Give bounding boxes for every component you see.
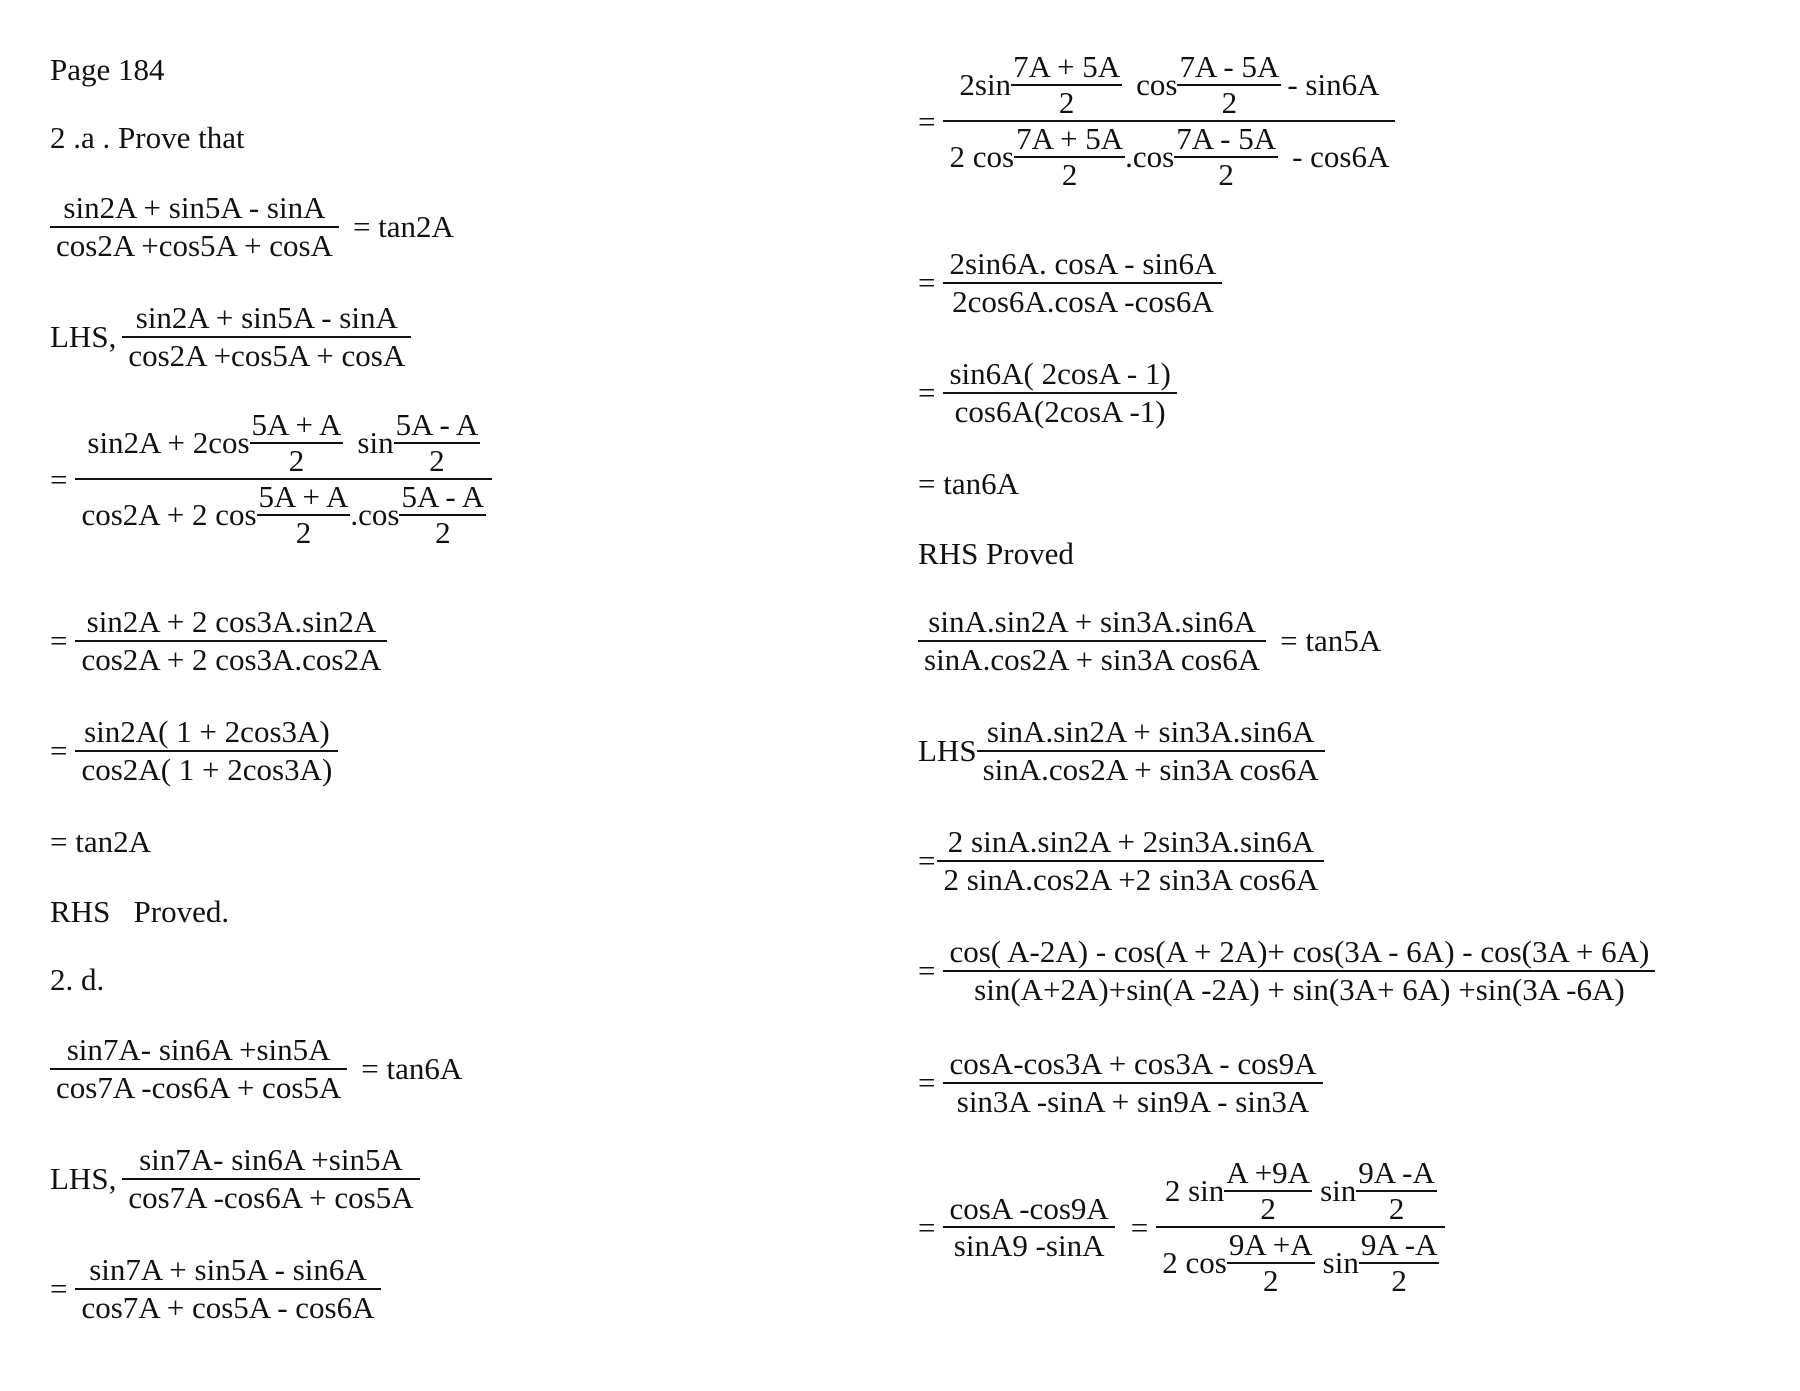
term: cos2A + 2 cos [81,497,257,533]
problem-next-step-3 [918,1046,1323,1119]
inner-numerator: 7A + 5A [1016,121,1124,157]
inner-numerator: 5A - A [401,479,485,515]
numerator: sin6A( 2cosA - 1) [949,356,1171,391]
fraction [943,934,1655,1007]
problem-d-step-3 [918,246,1222,319]
denominator: cos2A + 2 cos3A.cos2A [81,641,382,677]
numerator: cosA -cos9A [949,1190,1109,1226]
inner-numerator: 9A +A [1228,1227,1313,1263]
problem-d-statement [50,1032,462,1105]
problem-a-step-3 [50,714,338,787]
problem-next-step-2 [918,934,1655,1007]
fraction [943,1191,1114,1264]
fraction [943,356,1176,429]
term: sin [357,425,394,461]
numerator: cosA-cos3A + cos3A - cos9A [949,1046,1317,1081]
equals-sign: = [918,1065,936,1101]
term: 2 cos [1162,1245,1227,1281]
inner-numerator: 7A - 5A [1179,49,1280,84]
denominator [943,122,1395,192]
denominator: cos2A +cos5A + cosA [128,337,406,373]
numerator: sin7A + sin5A - sin6A [89,1252,367,1287]
denominator: sinA.cos2A + sin3A cos6A [982,751,1319,787]
term: - sin6A [1287,67,1380,103]
inner-denominator: 2 [288,443,305,479]
numerator [1159,1156,1443,1226]
denominator: 2 sinA.cos2A +2 sin3A cos6A [943,861,1319,897]
numerator: 2 sinA.sin2A + 2sin3A.sin6A [947,824,1315,859]
problem-a-step-2 [50,604,387,677]
fraction [75,714,338,787]
problem-d-step-1 [50,1252,381,1325]
half-angle-fraction [1359,1228,1440,1298]
numerator: sinA.sin2A + sin3A.sin6A [928,604,1256,639]
numerator: sinA.sin2A + sin3A.sin6A [986,714,1315,749]
half-angle-fraction [1356,1156,1437,1226]
rhs-expression: = tan6A [361,1051,463,1087]
inner-denominator: 2 [435,515,451,551]
fraction [75,1252,380,1325]
page-header: Page 184 [50,52,165,87]
term: 2sin [959,67,1012,103]
half-angle-fraction [250,408,344,478]
inner-denominator: 2 [1061,157,1078,193]
inner-denominator: 2 [1058,85,1075,121]
denominator: sin(A+2A)+sin(A -2A) + sin(3A+ 6A) +sin(3A -6A) [974,971,1625,1007]
fraction [918,604,1266,677]
half-angle-fraction [1227,1228,1315,1298]
denominator: cos7A -cos6A + cos5A [128,1179,414,1215]
problem-a-step-1 [50,408,492,550]
denominator: cos6A(2cosA -1) [954,393,1166,429]
term: - cos6A [1292,139,1390,175]
equals-sign: = [50,733,68,769]
fraction [977,714,1325,787]
half-angle-fraction [1224,1156,1312,1226]
term: 2 sin [1164,1173,1225,1209]
problem-d-lhs [50,1142,420,1215]
problem-a-statement [50,190,454,263]
compound-fraction [943,50,1395,192]
denominator: cos2A( 1 + 2cos3A) [81,751,333,787]
problem-next-lhs [918,714,1325,787]
equals-sign: = [918,103,936,139]
problem-a-result: = tan2A [50,824,151,859]
problem-next-step-1 [918,824,1324,897]
equals-sign: = [50,1271,68,1307]
inner-denominator: 2 [1262,1263,1279,1299]
equals-sign: = [918,265,936,301]
denominator: sin3A -sinA + sin9A - sin3A [956,1083,1310,1119]
inner-denominator: 2 [1260,1191,1276,1227]
equals-sign: = [918,375,936,411]
half-angle-fraction [1177,50,1281,120]
problem-d-title: 2. d. [50,962,105,997]
numerator: sin7A- sin6A +sin5A [139,1142,403,1177]
fraction [937,824,1324,897]
term: sin [1322,1245,1359,1281]
problem-next-step-4 [918,1156,1445,1298]
term: .cos [1125,139,1175,175]
term: 2 cos [949,139,1015,175]
numerator: sin2A( 1 + 2cos3A) [84,714,330,749]
inner-denominator: 2 [1221,85,1238,121]
numerator: cos( A-2A) - cos(A + 2A)+ cos(3A - 6A) - cos(3A + 6A) [949,934,1650,969]
half-angle-fraction [399,480,486,550]
numerator [953,50,1385,120]
denominator: sinA9 -sinA [953,1228,1105,1264]
inner-denominator: 2 [295,515,312,551]
denominator: cos2A +cos5A + cosA [56,227,333,263]
half-angle-fraction [1014,122,1125,192]
problem-a-conclusion: RHS Proved. [50,894,230,929]
fraction [943,246,1222,319]
term: cos [1136,67,1178,103]
half-angle-fraction [1011,50,1122,120]
problem-d-step-4 [918,356,1177,429]
numerator: 2sin6A. cosA - sin6A [949,246,1217,281]
inner-denominator: 2 [1218,157,1234,193]
problem-next-statement [918,604,1381,677]
numerator: sin7A- sin6A +sin5A [66,1032,331,1067]
problem-a-title: 2 .a . Prove that [50,120,245,155]
inner-denominator: 2 [1388,1191,1405,1227]
lhs-label: LHS [918,733,977,769]
numerator: sin2A + sin5A - sinA [135,300,398,335]
problem-a-lhs [50,300,411,373]
fraction [122,300,411,373]
fraction [943,1046,1322,1119]
term: .cos [350,497,400,533]
denominator [75,480,492,550]
rhs-expression: = tan2A [352,209,454,245]
compound-fraction [75,408,492,550]
equals-sign: = [918,1209,936,1245]
rhs-expression: = tan5A [1280,623,1382,659]
inner-numerator: 7A - 5A [1176,121,1277,157]
inner-numerator: 9A -A [1358,1155,1435,1190]
numerator: sin2A + sin5A - sinA [63,190,326,225]
inner-numerator: 9A -A [1360,1227,1438,1263]
fraction [122,1142,419,1215]
compound-fraction [1156,1156,1445,1298]
denominator: cos7A + cos5A - cos6A [81,1289,375,1325]
inner-numerator: 7A + 5A [1013,49,1121,84]
term: sin [1320,1173,1357,1209]
equals-sign: = [918,953,936,989]
half-angle-fraction [257,480,351,550]
numerator: sin2A + 2 cos3A.sin2A [86,604,377,639]
inner-numerator: A +9A [1226,1155,1311,1190]
lhs-label: LHS, [50,1161,117,1197]
denominator [1156,1228,1445,1298]
problem-d-step-2 [918,50,1395,192]
problem-d-conclusion: RHS Proved [918,536,1074,571]
half-angle-fraction [394,408,481,478]
term: sin2A + 2cos [87,425,250,461]
half-angle-fraction [1174,122,1278,192]
denominator: sinA.cos2A + sin3A cos6A [924,641,1261,677]
fraction [75,604,387,677]
inner-numerator: 5A + A [251,407,342,442]
inner-numerator: 5A + A [258,479,349,515]
problem-d-result: = tan6A [918,466,1019,501]
numerator [81,408,486,478]
lhs-label: LHS, [50,319,117,355]
fraction [50,1032,347,1105]
inner-denominator: 2 [429,443,445,479]
inner-numerator: 5A - A [395,407,479,442]
equals-sign: = [918,843,936,879]
fraction [50,190,339,263]
denominator: 2cos6A.cosA -cos6A [952,283,1214,319]
equals-sign: = [1130,1209,1149,1245]
equals-sign: = [50,623,68,659]
equals-sign: = [50,461,68,497]
denominator: cos7A -cos6A + cos5A [56,1069,342,1105]
inner-denominator: 2 [1391,1263,1407,1299]
